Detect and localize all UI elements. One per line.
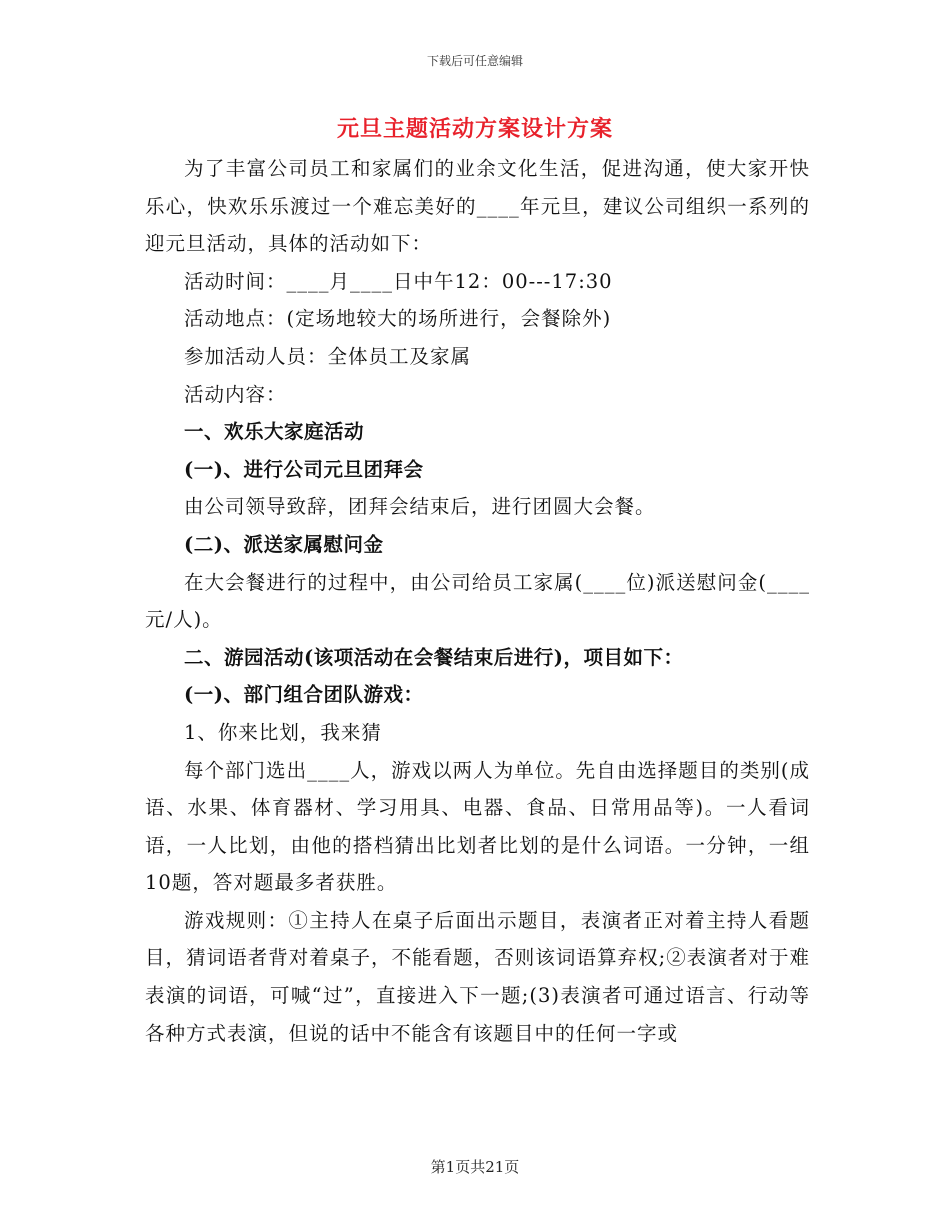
section-heading-2: 二、游园活动(该项活动在会餐结束后进行)，项目如下： (184, 645, 684, 669)
paragraph-1-2: 在大会餐进行的过程中，由公司给员工家属(____位)派送慰问金(____元/人)。 (145, 570, 810, 632)
section-heading-1: 一、欢乐大家庭活动 (184, 420, 365, 444)
game-rules: 游戏规则：①主持人在桌子后面出示题目，表演者正对着主持人看题目，猜词语者背对着桌子，不能看题，否则该词语算弃权;②表演者对于难表演的词语，可喊“过”，直接进入下一题;(3)表演者可通过语言、行动等各种方式表演，但说的话中不能含有该题目中的任何一字或 (145, 908, 810, 1045)
intro-paragraph: 为了丰富公司员工和家属们的业余文化生活，促进沟通，使大家开快乐心，快欢乐乐渡过一个难忘美好的____年元旦，建议公司组织一系列的迎元旦活动，具体的活动如下： (145, 157, 810, 256)
activity-content-label: 活动内容： (184, 382, 287, 406)
activity-location: 活动地点：(定场地较大的场所进行，会餐除外) (184, 307, 612, 331)
subsection-heading-1-2: (二)、派送家属慰问金 (184, 532, 384, 556)
paragraph-1-1: 由公司领导致辞，团拜会结束后，进行团圆大会餐。 (184, 495, 656, 519)
page-footer: 第1页共21页 (430, 1158, 520, 1176)
subsection-heading-2-1: (一)、部门组合团队游戏： (184, 683, 424, 707)
subsection-heading-1-1: (一)、进行公司元旦团拜会 (184, 457, 424, 481)
document-body (145, 150, 810, 1052)
document-title: 元旦主题活动方案设计方案 (336, 116, 613, 142)
game-description: 每个部门选出____人，游戏以两人为单位。先自由选择题目的类别(成语、水果、体育器材、学习用具、电器、食品、日常用品等)。一人看词语，一人比划，由他的搭档猜出比划者比划的是什么词语。一分钟，一组10题，答对题最多者获胜。 (145, 758, 810, 895)
activity-time: 活动时间：____月____日中午12：00---17:30 (184, 269, 613, 293)
header-note: 下载后可任意编辑 (426, 54, 523, 68)
participants: 参加活动人员：全体员工及家属 (184, 344, 472, 368)
game-title-1: 1、你来比划，我来猜 (184, 720, 382, 744)
